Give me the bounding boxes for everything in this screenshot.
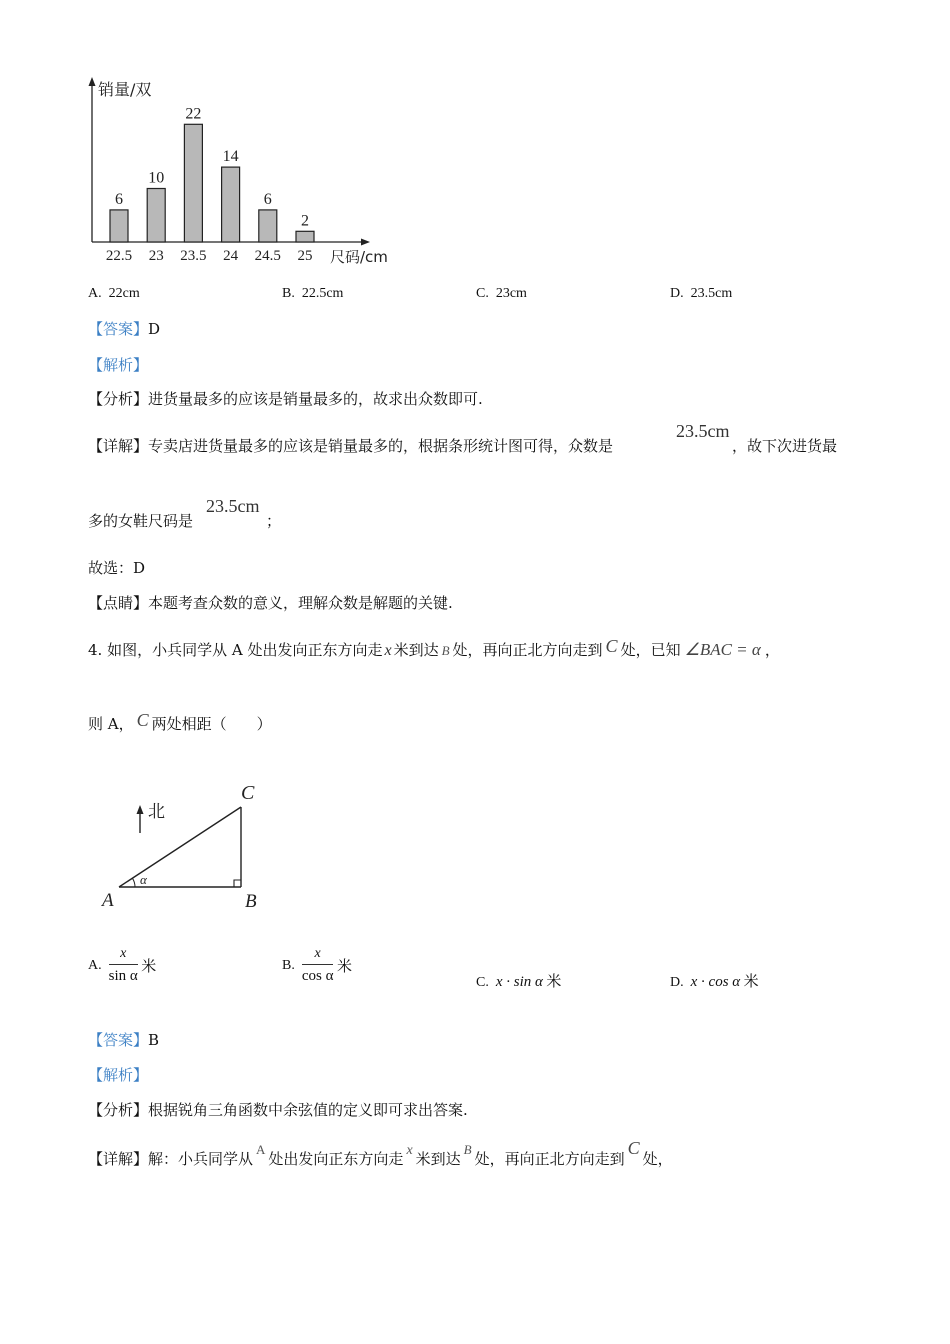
bar-value-label: 10: [148, 169, 165, 187]
bar-value-label: 2: [301, 212, 309, 230]
bar-value-label: 6: [115, 190, 123, 208]
point-a-label: A: [102, 890, 114, 911]
q3-mode-value: 23.5cm: [676, 421, 730, 441]
q3-xiangjie-line1: 【详解】专卖店进货量最多的应该是销量最多的，根据条形统计图可得，众数是: [88, 437, 614, 455]
bar: [222, 167, 240, 242]
q3-fenxi: 【分析】进货量最多的应该是销量最多的，故求出众数即可.: [88, 390, 483, 408]
q4-option-b-fraction: $\frac{x}{\text{cos α}}$: [301, 946, 334, 984]
angle-alpha-label: α: [140, 872, 147, 887]
x-tick-label: 23.5: [180, 248, 207, 264]
q3-option-c[interactable]: C. 23cm: [476, 286, 527, 301]
bar: [184, 124, 202, 242]
x-axis-arrow: [361, 239, 370, 246]
q4-xiangjie: 【详解】解：小兵同学从A处出发向正东方向走 x 米到达B处，再向正北方向走到C处，: [88, 1138, 673, 1168]
north-arrowhead: [137, 805, 144, 814]
q4-analysis-tag: 【解析】: [88, 1066, 149, 1084]
q3-answer: 【答案】D: [88, 320, 161, 338]
q4-stem-line2: 则 A， C 两处相距（ ）: [88, 710, 272, 733]
q3-xiangjie-line1-end: ，故下次进货最: [732, 437, 838, 455]
q4-option-d[interactable]: D. x · cos α 米: [670, 974, 759, 990]
point-c-label: C: [241, 782, 255, 804]
q3-xiangjie-line2: 多的女鞋尺码是: [88, 512, 194, 530]
q4-answer: 【答案】B: [88, 1031, 160, 1049]
x-tick-label: 24: [223, 248, 239, 264]
bar-value-label: 14: [222, 148, 239, 166]
q3-analysis-tag: 【解析】: [88, 356, 149, 374]
point-b-label: B: [245, 891, 257, 912]
q4-option-c[interactable]: C. x · sin α 米: [476, 974, 562, 990]
bar-value-label: 22: [185, 105, 202, 123]
q4-triangle-figure: [95, 775, 275, 915]
x-axis-label: 尺码/cm: [330, 248, 388, 266]
shoe-size-bar-chart: [0, 0, 420, 275]
q4-fenxi: 【分析】根据锐角三角函数中余弦值的定义即可求出答案.: [88, 1101, 468, 1119]
x-tick-label: 22.5: [105, 248, 133, 264]
right-angle-mark: [234, 880, 241, 887]
q3-option-d[interactable]: D. 23.5cm: [670, 286, 733, 301]
north-label: 北: [148, 802, 165, 822]
side-ac: [119, 807, 241, 887]
q4-option-a-fraction: $\frac{x}{\text{sin α}}$: [108, 946, 138, 984]
q3-option-b[interactable]: B. 22.5cm: [282, 286, 344, 301]
angle-arc: [132, 878, 135, 887]
bar: [259, 210, 277, 242]
bar: [147, 189, 165, 243]
bar: [110, 210, 128, 242]
q4-option-b[interactable]: B. $\frac{x}{\text{cos α}}$ 米: [282, 946, 352, 984]
q3-dianjing: 【点睛】本题考查众数的意义，理解众数是解题的关键.: [88, 594, 453, 612]
q3-guxuan: 故选：D: [88, 559, 146, 577]
x-tick-label: 23: [148, 248, 164, 264]
y-axis-label: 销量/双: [98, 80, 152, 99]
q3-semicolon: ；: [266, 512, 282, 530]
bar: [296, 231, 314, 242]
q3-option-a[interactable]: A. 22cm: [88, 286, 140, 301]
x-tick-label: 24.5: [254, 248, 281, 264]
q3-size-value: 23.5cm: [206, 496, 260, 516]
x-tick-label: 25: [297, 248, 313, 264]
q4-stem-line1: 4. 如图，小兵同学从 A 处出发向正东方向走 x 米到达 B 处，再向正北方向走到 C 处，已知 ∠BAC = α ，: [88, 636, 780, 659]
bar-value-label: 6: [263, 190, 272, 208]
q4-option-a[interactable]: A. $\frac{x}{\text{sin α}}$ 米: [88, 946, 157, 984]
y-axis-arrow: [89, 77, 96, 86]
